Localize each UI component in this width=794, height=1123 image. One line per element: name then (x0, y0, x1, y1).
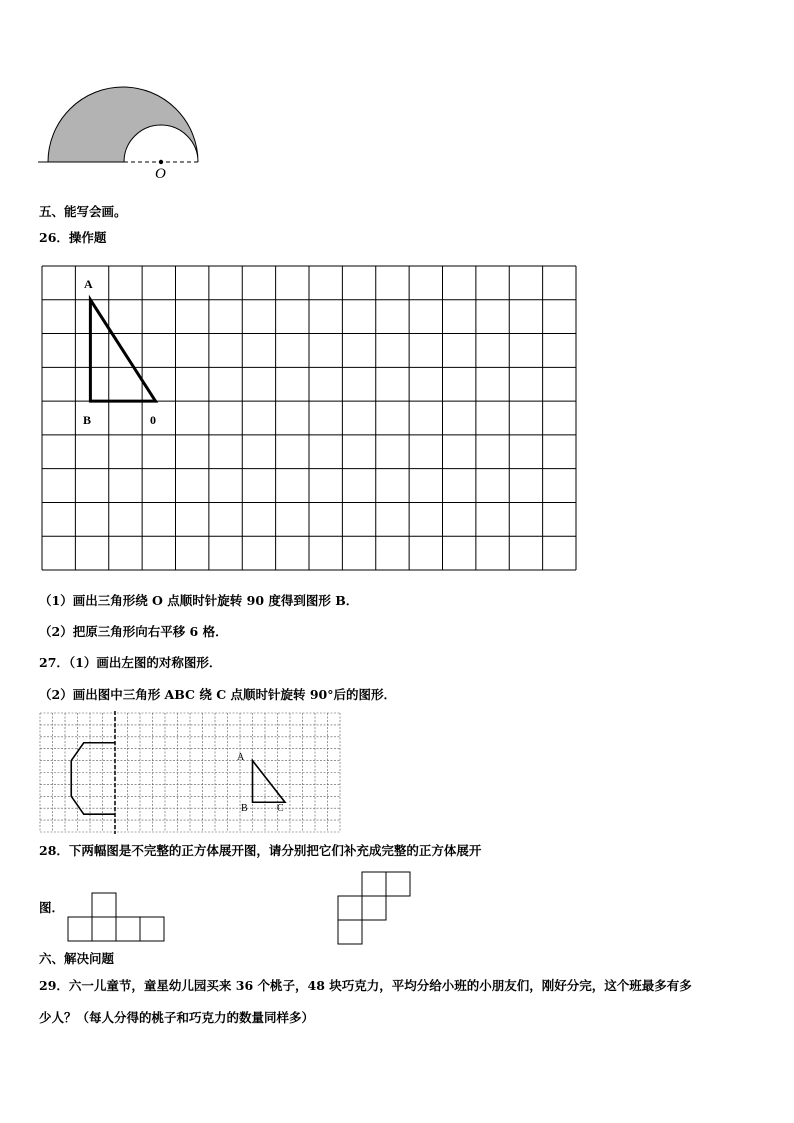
section-six-title: 六、解决问题 (39, 951, 115, 966)
grid27-label-b: B (241, 803, 248, 814)
q27-task2: （2）画出图中三角形 ABC 绕 C 点顺时针旋转 90°后的图形． (39, 687, 396, 702)
grid-label-b: B (83, 413, 92, 427)
q28-line1: 28．下两幅图是不完整的正方体展开图，请分别把它们补充成完整的正方体展开 (39, 843, 482, 858)
q26-task1: （1）画出三角形绕 O 点顺时针旋转 90 度得到图形 B． (39, 593, 359, 608)
center-label-o: O (155, 166, 166, 182)
section-five-title: 五、能写会画。 (39, 204, 127, 219)
q28-line2: 图． (39, 900, 65, 915)
grid-label-a: A (84, 277, 93, 291)
q27-task1: 27．（1）画出左图的对称图形． (39, 655, 222, 670)
q26-title: 26．操作题 (39, 230, 107, 245)
q29-line2: 少人？（每人分得的桃子和巧克力的数量同样多） (39, 1010, 315, 1025)
grid27-label-a: A (237, 752, 245, 763)
grid27-label-c: C (277, 803, 284, 814)
q26-task2: （2）把原三角形向右平移 6 格． (39, 624, 228, 639)
q29-line1: 29．六一儿童节，童星幼儿园买来 36 个桃子，48 块巧克力，平均分给小班的小朋友们，刚好分完，这个班最多有多 (39, 978, 692, 993)
grid-label-o: 0 (150, 413, 156, 427)
